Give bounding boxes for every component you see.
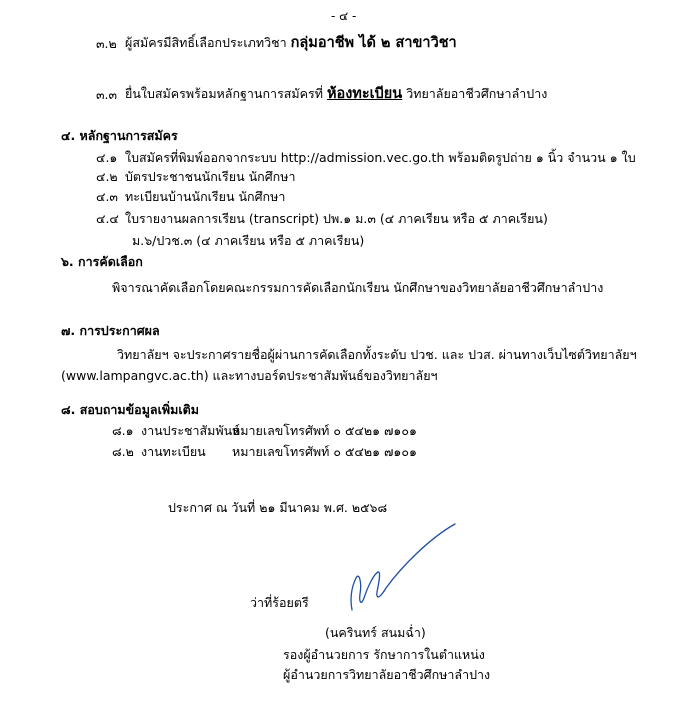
contact-2-phone: หมายเลขโทรศัพท์ ๐ ๕๔๒๑ ๗๑๐๑ xyxy=(232,444,417,459)
signer-position-line-1: รองผู้อำนวยการ รักษาการในตำแหน่ง xyxy=(283,647,485,662)
contact-1-phone: หมายเลขโทรศัพท์ ๐ ๕๔๒๑ ๗๑๐๑ xyxy=(232,423,417,438)
item-3-3-tail: วิทยาลัยอาชีวศึกษาลำปาง xyxy=(406,86,548,101)
item-4-1-text: ใบสมัครที่พิมพ์ออกจากระบบ http://admission.vec.go.th พร้อมติดรูปถ่าย ๑ นิ้ว จำนวน ๑ ใบ xyxy=(125,150,636,165)
section-7-body-line-1: วิทยาลัยฯ จะประกาศรายชื่อผู้ผ่านการคัดเลือกทั้งระดับ ปวช. และ ปวส. ผ่านทางเว็บไซต์วิทยาลัยฯ xyxy=(117,347,637,362)
section-7-heading: ๗. การประกาศผล xyxy=(61,323,160,338)
item-4-4-continuation: ม.๖/ปวช.๓ (๔ ภาคเรียน หรือ ๕ ภาคเรียน) xyxy=(132,233,365,248)
contact-1-name: งานประชาสัมพันธ์ xyxy=(141,423,240,438)
signature-stroke xyxy=(351,524,455,610)
item-4-1-number: ๔.๑ xyxy=(96,150,118,165)
page-number: - ๔ - xyxy=(331,9,357,23)
handwritten-signature xyxy=(330,522,465,622)
signer-name: (นครินทร์ สนมฉ่ำ) xyxy=(325,625,426,640)
item-3-3-emphasis: ห้องทะเบียน xyxy=(326,86,403,102)
item-3-2-emphasis: กลุ่มอาชีพ ได้ ๒ สาขาวิชา xyxy=(290,35,457,51)
item-4-2-text: บัตรประชาชนนักเรียน นักศึกษา xyxy=(125,169,296,184)
section-6-body: พิจารณาคัดเลือกโดยคณะกรรมการคัดเลือกนักเรียน นักศึกษาของวิทยาลัยอาชีวศึกษาลำปาง xyxy=(112,280,604,295)
signer-position-line-2: ผู้อำนวยการวิทยาลัยอาชีวศึกษาลำปาง xyxy=(283,667,491,682)
item-4-3-number: ๔.๓ xyxy=(96,189,118,204)
item-3-3-text xyxy=(125,87,547,102)
section-6-heading: ๖. การคัดเลือก xyxy=(61,254,143,269)
contact-1-number: ๘.๑ xyxy=(112,423,134,438)
item-3-3-label: ยื่นใบสมัครพร้อมหลักฐานการสมัครที่ xyxy=(125,86,323,101)
item-4-4-number: ๔.๔ xyxy=(96,211,119,226)
item-3-3-number: ๓.๓ xyxy=(96,87,118,102)
item-4-2-number: ๔.๒ xyxy=(96,169,118,184)
contact-2-name: งานทะเบียน xyxy=(141,444,206,459)
item-3-2-label: ผู้สมัครมีสิทธิ์เลือกประเภทวิชา xyxy=(125,35,287,50)
signer-rank: ว่าที่ร้อยตรี xyxy=(250,595,309,610)
contact-2-number: ๘.๒ xyxy=(112,444,134,459)
item-4-3-text: ทะเบียนบ้านนักเรียน นักศึกษา xyxy=(125,189,286,204)
section-7-body-line-2: (www.lampangvc.ac.th) และทางบอร์ดประชาสัมพันธ์ของวิทยาลัยฯ xyxy=(61,368,438,383)
section-8-heading: ๘. สอบถามข้อมูลเพิ่มเติม xyxy=(61,402,199,417)
item-3-2-text xyxy=(125,36,457,51)
section-4-heading: ๔. หลักฐานการสมัคร xyxy=(61,128,178,143)
item-4-4-text: ใบรายงานผลการเรียน (transcript) ปพ.๑ ม.๓ (๔ ภาคเรียน หรือ ๕ ภาคเรียน) xyxy=(125,211,548,226)
announcement-date: ประกาศ ณ วันที่ ๒๑ มีนาคม พ.ศ. ๒๕๖๘ xyxy=(168,500,388,515)
item-3-2-number: ๓.๒ xyxy=(96,36,117,51)
